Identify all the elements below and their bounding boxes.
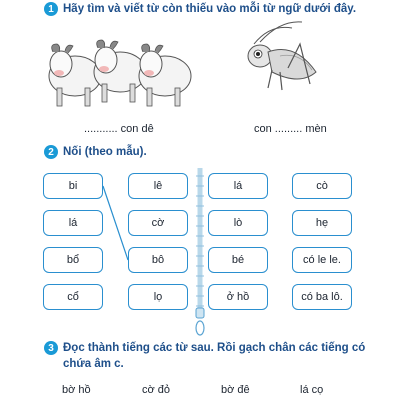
section1-number-badge: 1 (44, 2, 58, 16)
match-card[interactable]: có ba lô. (292, 284, 352, 310)
section2-title: Nối (theo mẫu). (63, 146, 147, 158)
match-card[interactable]: ở hồ (208, 284, 268, 310)
match-card[interactable]: có le le. (292, 247, 352, 273)
word-item[interactable]: bờ đê (221, 384, 250, 396)
match-card[interactable]: lê (128, 173, 188, 199)
match-card[interactable]: cổ (43, 284, 103, 310)
fill-in-goat: ........... con dê (84, 123, 154, 135)
goat-icon (139, 44, 191, 106)
word-item[interactable]: cờ đỏ (142, 384, 171, 396)
goat-icon (94, 40, 146, 102)
section3-number-badge: 3 (44, 341, 58, 355)
match-card[interactable]: lò (208, 210, 268, 236)
match-card[interactable]: bô (128, 247, 188, 273)
match-card[interactable]: cò (292, 173, 352, 199)
word-item[interactable]: bờ hồ (62, 384, 91, 396)
match-card[interactable]: cờ (128, 210, 188, 236)
match-card[interactable]: bé (208, 247, 268, 273)
goats-illustration (45, 28, 195, 108)
match-card[interactable]: hẹ (292, 210, 352, 236)
match-card[interactable]: bi (43, 173, 103, 199)
cricket-icon (240, 22, 325, 102)
match-card[interactable]: lá (208, 173, 268, 199)
goat-icon (49, 44, 101, 106)
match-card[interactable]: lá (43, 210, 103, 236)
match-card[interactable]: bổ (43, 247, 103, 273)
fill-in-cricket: con ......... mèn (254, 123, 327, 135)
section1-title: Hãy tìm và viết từ còn thiếu vào mỗi từ ngữ dưới đây. (63, 3, 357, 15)
section3-title: Đọc thành tiếng các từ sau. Rồi gạch chân các tiếng có chứa âm c. (63, 342, 366, 370)
match-card[interactable]: lọ (128, 284, 188, 310)
section2-number-badge: 2 (44, 145, 58, 159)
zipper-icon (192, 168, 208, 338)
word-item[interactable]: lá cọ (300, 384, 324, 396)
